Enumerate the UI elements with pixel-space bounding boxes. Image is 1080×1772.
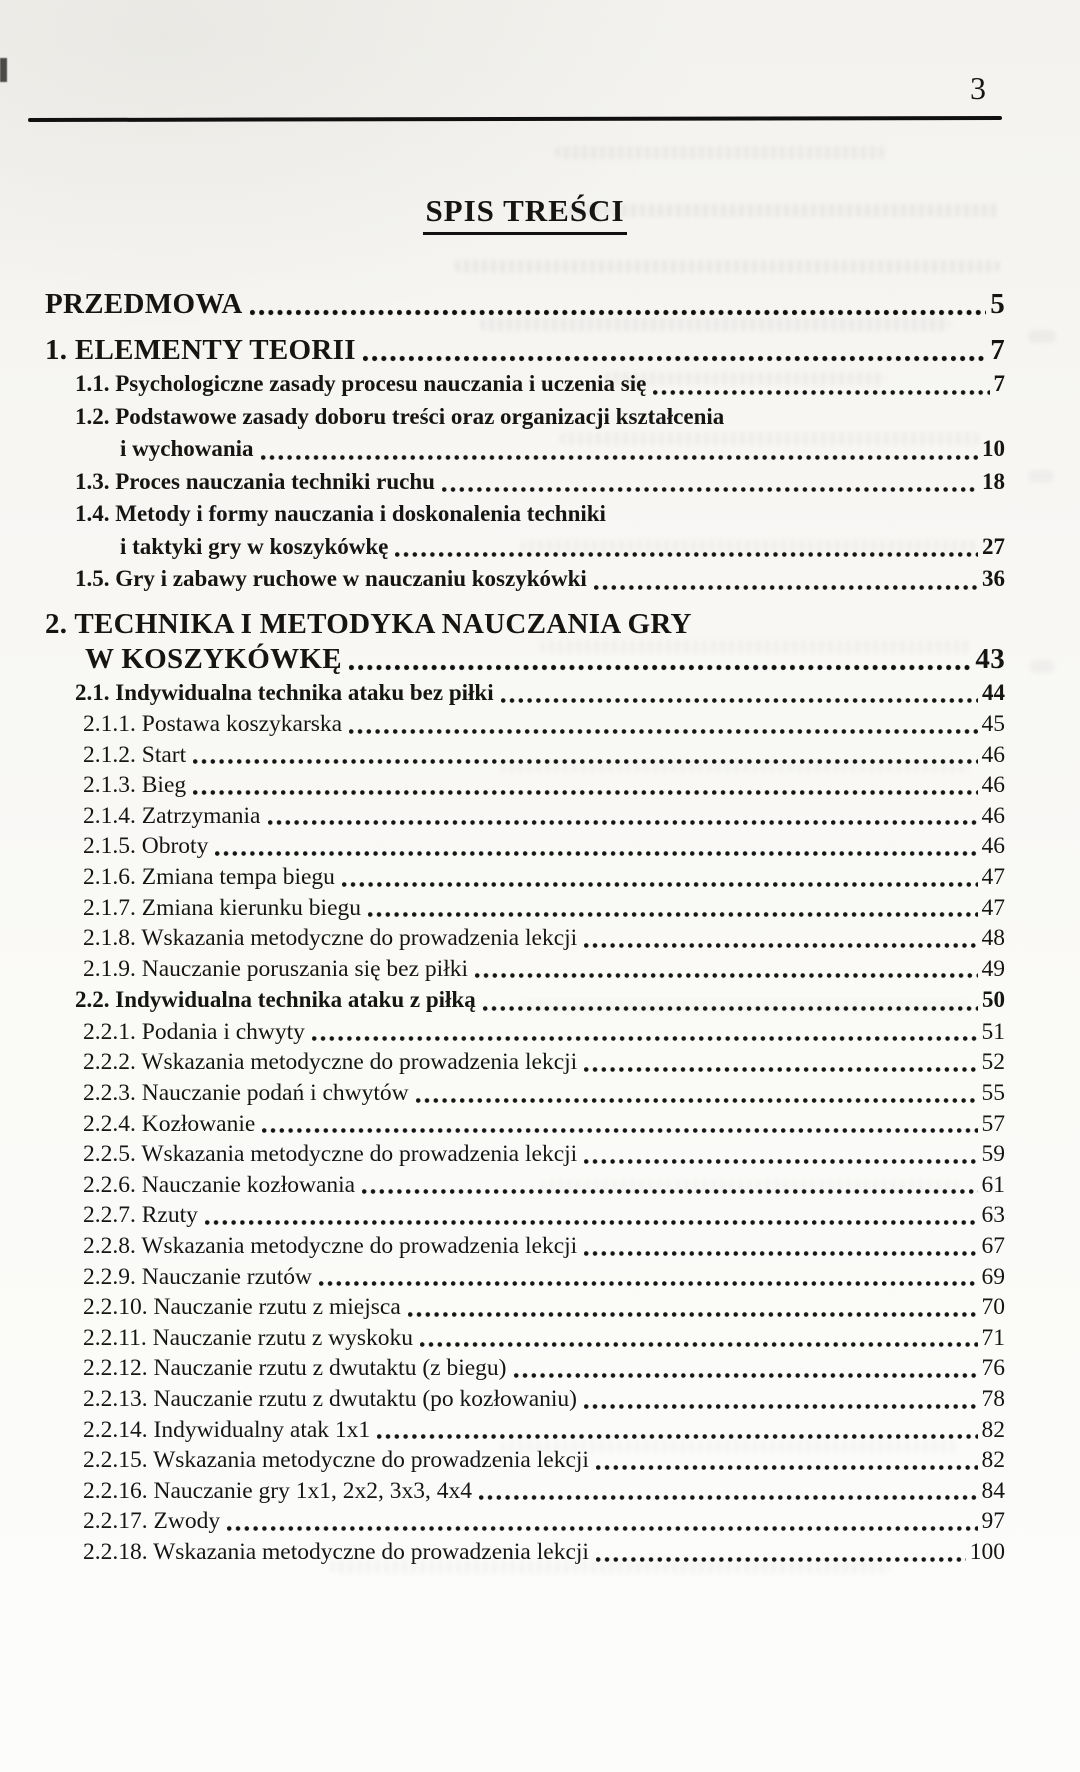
- toc-entry-label: 2.2. Indywidualna technika ataku z piłką: [75, 987, 476, 1013]
- toc-entry-label: 2.1.1. Postawa koszykarska: [83, 711, 343, 737]
- dot-leader: [514, 1371, 978, 1380]
- dot-leader: [596, 1555, 966, 1564]
- toc-page-number: 5: [990, 288, 1005, 320]
- toc-entry-label: 2.2.9. Nauczanie rzutów: [83, 1263, 313, 1290]
- toc-entry: [45, 984, 1005, 1017]
- dot-leader: [501, 696, 978, 705]
- toc-entry: [45, 801, 1005, 832]
- dot-leader: [215, 849, 977, 858]
- dot-leader: [193, 757, 977, 766]
- dot-leader: [268, 818, 978, 827]
- toc-entry-row: [45, 862, 1005, 893]
- toc-entry-row: [45, 709, 1005, 740]
- dot-leader: [584, 941, 977, 950]
- toc-entry: [45, 1262, 1005, 1293]
- toc-entry: [45, 1353, 1005, 1384]
- toc-entry: [45, 1445, 1005, 1476]
- toc-entry-row: [45, 984, 1005, 1017]
- toc-list: [45, 287, 1005, 1568]
- toc-entry: [45, 1292, 1005, 1323]
- toc-entry: [45, 954, 1005, 985]
- toc-entry: [45, 770, 1005, 801]
- toc-entry-label: 2.2.17. Zwody: [83, 1508, 221, 1535]
- toc-entry-row: [45, 642, 1005, 677]
- toc-page-number: 27: [982, 533, 1005, 559]
- toc-entry: [45, 1200, 1005, 1231]
- dot-leader: [363, 354, 986, 363]
- toc-entry: [45, 893, 1005, 924]
- toc-entry: [45, 1078, 1005, 1109]
- dot-leader: [653, 388, 989, 397]
- toc-entry-row: [45, 1476, 1005, 1507]
- toc-page-number: 100: [969, 1538, 1005, 1565]
- toc-entry-row: [45, 954, 1005, 985]
- toc-entry-row: [45, 1139, 1005, 1170]
- toc-entry: [45, 1017, 1005, 1048]
- toc-entry-row: [45, 1292, 1005, 1323]
- toc-entry-label: 2.2.1. Podania i chwyty: [83, 1018, 305, 1045]
- dot-leader: [584, 1402, 978, 1411]
- toc-entry: [45, 709, 1005, 740]
- toc-page-number: 7: [993, 371, 1005, 396]
- toc-page-number: 44: [982, 679, 1005, 705]
- toc-page-number: 63: [981, 1202, 1005, 1229]
- toc-entry-row: [45, 1078, 1005, 1109]
- dot-leader: [442, 485, 978, 494]
- toc-entry: [45, 1415, 1005, 1446]
- toc-entry-row: [45, 893, 1005, 924]
- dot-leader: [416, 1096, 978, 1105]
- toc-entry: [45, 677, 1005, 710]
- toc-entry-label: 2.2.4. Kozłowanie: [83, 1110, 256, 1137]
- toc-entry: [45, 368, 1005, 401]
- toc-entry-label: 2.2.16. Nauczanie gry 1x1, 2x2, 3x3, 4x4: [83, 1477, 472, 1504]
- toc-entry: [45, 466, 1005, 499]
- toc-entry: [45, 1323, 1005, 1354]
- toc-entry-label: W KOSZYKÓWKĘ: [85, 642, 342, 675]
- title-wrap: [45, 193, 1005, 235]
- toc-entry: [45, 1476, 1005, 1507]
- toc-entry-label: 2.2.3. Nauczanie podań i chwytów: [83, 1080, 409, 1107]
- toc-page-number: 69: [981, 1263, 1005, 1290]
- toc-page-number: 78: [981, 1385, 1005, 1412]
- toc-page-number: 76: [981, 1355, 1005, 1382]
- toc-entry: [45, 1139, 1005, 1170]
- toc-entry-row: [45, 1047, 1005, 1078]
- toc-entry-row: [45, 563, 1005, 596]
- dot-leader: [483, 1004, 978, 1013]
- toc-entry-label: 2.2.12. Nauczanie rzutu z dwutaktu (z biegu): [83, 1355, 507, 1382]
- toc-page-number: 59: [981, 1141, 1005, 1168]
- toc-entry: [45, 1506, 1005, 1537]
- toc-page-number: 47: [981, 894, 1005, 921]
- toc-entry-label: 2.2.8. Wskazania metodyczne do prowadzenia lekcji: [83, 1233, 578, 1259]
- toc-entry-label: 2.1.6. Zmiana tempa biegu: [83, 863, 335, 890]
- dot-leader: [584, 1157, 977, 1166]
- toc-entry: [45, 1384, 1005, 1415]
- toc-page-number: 71: [981, 1324, 1005, 1351]
- dot-leader: [227, 1524, 977, 1533]
- toc-entry: [45, 607, 1005, 677]
- dot-leader: [584, 1065, 977, 1074]
- toc-page-number: 46: [981, 802, 1005, 829]
- dot-leader: [250, 308, 987, 317]
- toc-entry-row: [45, 1200, 1005, 1231]
- toc-entry-row: [45, 1170, 1005, 1201]
- toc-page-number: 46: [981, 741, 1005, 768]
- toc-entry-row: [45, 1109, 1005, 1140]
- toc-entry-label: 2.2.5. Wskazania metodyczne do prowadzenia lekcji: [83, 1141, 578, 1168]
- toc-entry-row: [45, 1017, 1005, 1048]
- page-content: [45, 0, 1005, 1568]
- toc-page-number: 46: [981, 772, 1005, 799]
- toc-entry-row: [45, 1323, 1005, 1354]
- toc-entry-label: 2. TECHNIKA I METODYKA NAUCZANIA GRY: [45, 607, 692, 640]
- toc-entry-label: 2.1.2. Start: [83, 741, 187, 768]
- toc-entry-row: [45, 923, 1005, 954]
- toc-page-number: 49: [981, 955, 1005, 982]
- toc-entry-label: 1. ELEMENTY TEORII: [45, 334, 356, 366]
- toc-page-number: 84: [981, 1477, 1005, 1504]
- toc-page-number: 82: [981, 1416, 1005, 1443]
- toc-entry-row: [45, 1506, 1005, 1537]
- toc-entry-label: 1.5. Gry i zabawy ruchowe w nauczaniu koszykówki: [75, 566, 587, 591]
- toc-entry-label: i wychowania: [120, 436, 254, 461]
- toc-entry: [45, 287, 1005, 322]
- dot-leader: [377, 1432, 977, 1441]
- toc-entry-row: [45, 531, 1005, 564]
- toc-entry-label: 2.1.8. Wskazania metodyczne do prowadzenia lekcji: [83, 925, 578, 952]
- toc-entry-label: 1.1. Psychologiczne zasady procesu nauczania i uczenia się: [75, 371, 647, 396]
- dot-leader: [262, 1126, 977, 1135]
- toc-entry-label: PRZEDMOWA: [45, 288, 243, 320]
- toc-page-number: 7: [990, 334, 1005, 366]
- dot-leader: [205, 1218, 978, 1227]
- toc-page-number: 47: [981, 863, 1005, 890]
- toc-entry: [45, 333, 1005, 368]
- toc-entry-label: 2.1.7. Zmiana kierunku biegu: [83, 894, 362, 921]
- toc-entry-label: 2.2.10. Nauczanie rzutu z miejsca: [83, 1294, 401, 1321]
- toc-page-number: 45: [981, 711, 1005, 737]
- toc-entry-label: 1.2. Podstawowe zasady doboru treści oraz organizacji kształcenia: [75, 403, 725, 429]
- dot-leader: [596, 1463, 978, 1472]
- toc-entry-label: 2.1. Indywidualna technika ataku bez piłki: [75, 679, 494, 705]
- toc-entry-label: 2.2.11. Nauczanie rzutu z wyskoku: [83, 1324, 413, 1351]
- dot-leader: [349, 663, 972, 672]
- dot-leader: [193, 788, 977, 797]
- dot-leader: [342, 880, 978, 889]
- toc-entry: [45, 1170, 1005, 1201]
- toc-page-number: 46: [981, 833, 1005, 860]
- toc-page-number: 36: [982, 566, 1005, 591]
- toc-page-number: 67: [981, 1233, 1005, 1259]
- toc-entry-label: 2.2.2. Wskazania metodyczne do prowadzenia lekcji: [83, 1049, 578, 1076]
- toc-entry: [45, 401, 1005, 466]
- toc-entry-row: [45, 831, 1005, 862]
- toc-entry-label: 1.3. Proces nauczania techniki ruchu: [75, 468, 435, 494]
- dot-leader: [594, 583, 978, 592]
- toc-entry-row: [45, 1537, 1005, 1568]
- toc-entry-row: [45, 433, 1005, 466]
- toc-entry-label: 2.2.13. Nauczanie rzutu z dwutaktu (po kozłowaniu): [83, 1385, 577, 1412]
- toc-page-number: 48: [981, 925, 1005, 952]
- toc-page-number: 55: [981, 1080, 1005, 1107]
- toc-entry-row: [45, 740, 1005, 771]
- dot-leader: [349, 727, 977, 736]
- dot-leader: [408, 1310, 978, 1319]
- dot-leader: [261, 453, 978, 462]
- toc-entry-row: [45, 770, 1005, 801]
- bleedthrough-smudge: [1028, 470, 1054, 483]
- toc-page-number: 50: [982, 987, 1005, 1013]
- dot-leader: [475, 971, 978, 980]
- dot-leader: [319, 1279, 977, 1288]
- toc-entry-row: [45, 801, 1005, 832]
- toc-entry-row: [45, 1262, 1005, 1293]
- toc-entry-row: [45, 1231, 1005, 1262]
- toc-entry-label: 1.4. Metody i formy nauczania i doskonalenia techniki: [75, 501, 606, 526]
- toc-entry: [45, 740, 1005, 771]
- toc-entry-row: [45, 1384, 1005, 1415]
- toc-page-number: 97: [981, 1508, 1005, 1535]
- toc-page-number: 82: [981, 1447, 1005, 1474]
- toc-entry: [45, 498, 1005, 563]
- toc-entry-label: 2.1.3. Bieg: [83, 772, 187, 799]
- toc-entry-row: [45, 287, 1005, 322]
- folio-page-number: 3: [970, 70, 986, 106]
- page-title: SPIS TREŚCI: [423, 193, 626, 235]
- toc-entry-label: 2.1.5. Obroty: [83, 833, 209, 860]
- dot-leader: [479, 1493, 978, 1502]
- toc-entry-row: [45, 677, 1005, 710]
- toc-entry-row: [45, 466, 1005, 499]
- toc-entry: [45, 831, 1005, 862]
- toc-entry-label: 2.1.4. Zatrzymania: [83, 802, 261, 829]
- toc-page-number: 10: [982, 436, 1005, 461]
- toc-page-number: 61: [981, 1171, 1005, 1198]
- toc-entry-row: [45, 1415, 1005, 1446]
- toc-entry-label: 2.2.14. Indywidualny atak 1x1: [83, 1416, 371, 1443]
- toc-entry-row: [45, 333, 1005, 368]
- toc-entry: [45, 563, 1005, 596]
- toc-entry: [45, 1047, 1005, 1078]
- toc-entry: [45, 1109, 1005, 1140]
- toc-entry: [45, 1537, 1005, 1568]
- toc-entry-label: i taktyki gry w koszykówkę: [120, 533, 389, 559]
- dot-leader: [395, 550, 978, 559]
- toc-entry-label: 2.2.6. Nauczanie kozłowania: [83, 1171, 356, 1198]
- dot-leader: [368, 910, 977, 919]
- toc-page-number: 51: [981, 1018, 1005, 1045]
- toc-page-number: 57: [981, 1110, 1005, 1137]
- bleedthrough-smudge: [1030, 660, 1054, 673]
- toc-entry-label: 2.1.9. Nauczanie poruszania się bez piłki: [83, 955, 468, 982]
- toc-page-number: 18: [982, 468, 1005, 494]
- toc-entry-row: [45, 368, 1005, 401]
- toc-page-number: 43: [975, 642, 1005, 675]
- dot-leader: [362, 1187, 977, 1196]
- toc-entry-label: 2.2.15. Wskazania metodyczne do prowadzenia lekcji: [83, 1447, 589, 1474]
- dot-leader: [312, 1034, 978, 1043]
- toc-entry-row: [45, 1445, 1005, 1476]
- toc-page-number: 52: [981, 1049, 1005, 1076]
- toc-entry: [45, 923, 1005, 954]
- toc-entry: [45, 862, 1005, 893]
- toc-entry-row: [45, 1353, 1005, 1384]
- toc-entry-label: 2.2.7. Rzuty: [83, 1202, 198, 1229]
- dot-leader: [584, 1249, 977, 1258]
- toc-entry-label: 2.2.18. Wskazania metodyczne do prowadzenia lekcji: [83, 1538, 589, 1565]
- dot-leader: [420, 1340, 978, 1349]
- toc-page-number: 70: [981, 1294, 1005, 1321]
- scan-edge-mark: [0, 58, 7, 82]
- bleedthrough-smudge: [1028, 330, 1056, 343]
- toc-entry: [45, 1231, 1005, 1262]
